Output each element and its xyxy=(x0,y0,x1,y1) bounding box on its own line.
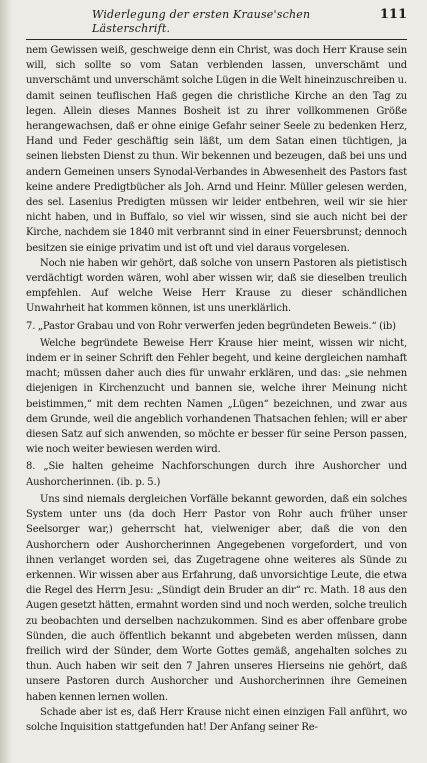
paragraph: Schade aber ist es, daß Herr Krause nicht einen einzigen Fall anführt, wo solche Inquisition stattgefunden hat! Der Anfang seiner Re- xyxy=(26,706,407,733)
paragraph-continued: nem Gewissen weiß, geschweige denn ein Christ, was doch Herr Krause sein will, sich sollte so vom Satan verblenden lassen, unverschämt und unverschämt und unverschämt solche Lügen in die Welt hineinzuschreiben u. damit seinen teuflischen Haß gegen die christliche Kirche an den Tag zu legen. Allein dieses Mannes Bosheit ist zu ihrer vollkommenen Größe herangewachsen, daß er ohne einige Gefahr seiner Seele zu bedenken Herz, Hand und Feder geschäftig sein läßt, um dem Satan einen tüchtigen, ja seinen liebsten Dienst zu thun. Wir bekennen und bezeugen, daß bei uns und andern Gemeinen unsers Synodal-Verbandes in Abwesenheit des Pastors fast keine andere Predigtbücher als Joh. Arnd und Heinr. Müller gelesen werden, des sel. Lasenius Predigten müssen wir leider entbehren, weil wir sie hier nicht haben, und in Buffalo, so viel wir wissen, sind sie auch nicht bei der Kirche, nachdem sie 1840 mit verbrannt sind in einer Feuersbrunst; dennoch besitzen sie einige privatim und ist oft und viel daraus vorgelesen. xyxy=(26,45,407,254)
running-title: Widerlegung der ersten Krause'schen Lästerschrift. xyxy=(92,8,311,35)
paragraph: Welche begründete Beweise Herr Krause hier meint, wissen wir nicht, indem er in seiner Schrift den Fehler begeht, und keine dergleichen namhaft macht; müssen daher auch dies für unwahr erklären, und das: „sie nehmen diejenigen in Kirchenzucht und bannen sie, welche ihrer Meinung nicht beistimmen,“ mit dem rechten Namen „Lügen“ bezeichnen, und zwar aus dem Grunde, weil die angeblich vorhandenen Thatsachen fehlen; will er aber diesen Satz auf sich anwenden, so möchte er besser für seine Person passen, wie noch weiter bewiesen werden wird. xyxy=(26,337,407,456)
numbered-claim-8: 8. „Sie halten geheime Nachforschungen durch ihre Aushorcher und Aushorcherinnen. (ib. p. 5.) xyxy=(26,461,407,488)
page-body xyxy=(26,43,407,735)
page-gutter-shadow xyxy=(0,0,12,763)
running-header xyxy=(26,8,407,40)
page-number: 111 xyxy=(379,7,407,22)
paragraph: Noch nie haben wir gehört, daß solche von unsern Pastoren als pietistisch verdächtigt worden wären, wohl aber wissen wir, daß sie dieselben treulich empfehlen. Auf welche Weise Herr Krause zu dieser schändlichen Unwahrheit hat kommen können, ist uns unerklärlich. xyxy=(26,257,407,315)
numbered-claim-7: 7. „Pastor Grabau und von Rohr verwerfen jeden begründeten Beweis.“ (ib) xyxy=(26,320,396,332)
paragraph: Uns sind niemals dergleichen Vorfälle bekannt geworden, daß ein solches System unter uns (da doch Herr Pastor von Rohr auch früher unser Seelsorger war,) geherrscht hat, vielweniger aber, daß die von den Aushorchern oder Aushorcherinnen Angegebenen vorgefordert, und von ihnen verlanget worden sei, das Zugetragene ohne weiteres als Sünde zu erkennen. Wir wissen aber aus Erfahrung, daß unvorsichtige Leute, die etwa die Regel des Herrn Jesu: „Sündigt dein Bruder an dir“ rc. Math. 18 aus den Augen gesetzt hätten, ermahnt worden sind und noch werden, solche treulich zu beobachten und derselben nachzukommen. Sind es aber offenbare grobe Sünden, die auch öffentlich bekannt und abgebeten werden müssen, dann freilich wird der Sünder, dem Worte Gottes gemäß, angehalten solches zu thun. Auch haben wir seit den 7 Jahren unseres Hierseins nie gehört, daß unsere Pastoren durch Aushorcher und Aushorcherinnen ihre Gemeinen haben kennen lernen wollen. xyxy=(26,493,407,703)
